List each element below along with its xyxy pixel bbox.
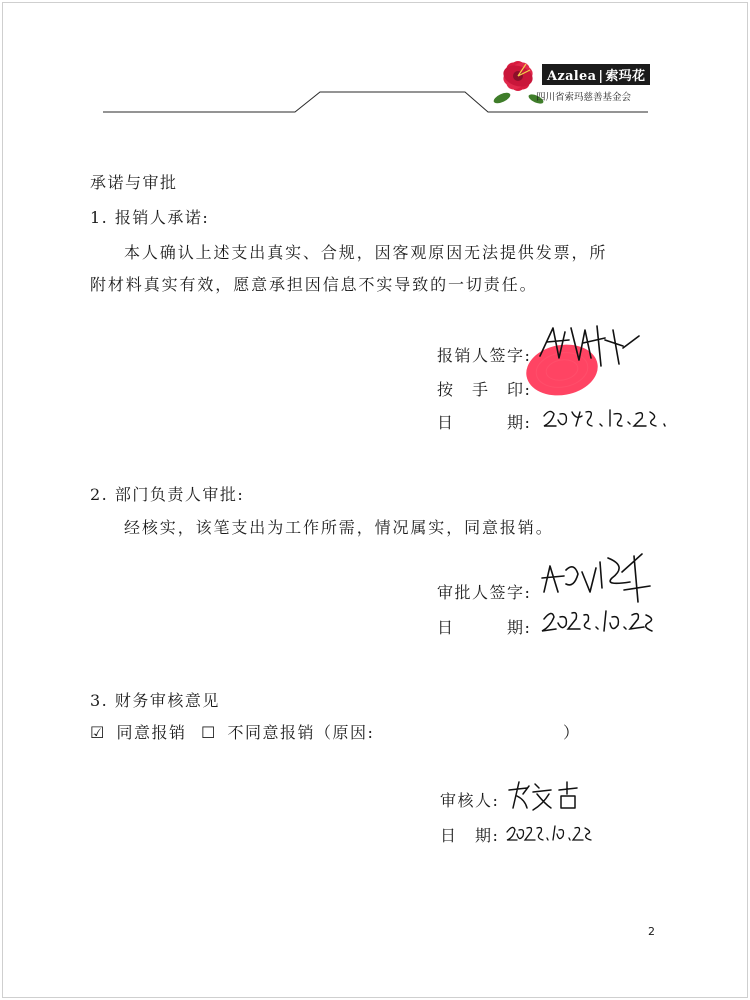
department-heading: 2. 部门负责人审批: (90, 485, 245, 504)
section-title: 承诺与审批 (90, 173, 178, 192)
reviewer-signature (505, 778, 585, 814)
foundation-logo (490, 50, 660, 112)
reviewer-handwritten-date (505, 820, 595, 846)
claimant-date-label: 日 期: (437, 413, 532, 432)
reviewer-date-label: 日 期: (440, 826, 500, 845)
agree-checkbox[interactable]: ☑ (90, 723, 106, 742)
claimant-handwritten-date (540, 404, 670, 434)
page-number: 2 (648, 925, 655, 938)
disagree-reason-close: ） (563, 723, 581, 742)
approver-signature (538, 548, 658, 608)
finance-heading: 3. 财务审核意见 (90, 691, 220, 710)
claimant-sign-label: 报销人签字: (437, 346, 532, 365)
department-paragraph: 经核实，该笔支出为工作所需，情况属实，同意报销。 (124, 518, 554, 537)
reviewer-label: 审核人: (440, 791, 500, 810)
claimant-paragraph-line1: 本人确认上述支出真实、合规，因客观原因无法提供发票，所 (124, 243, 608, 262)
disagree-checkbox[interactable]: ☐ (201, 723, 217, 742)
agree-option-label: 同意报销 (116, 723, 187, 742)
logo-wordmark: Azalea | 索玛花 (542, 64, 650, 85)
logo-org-name: 四川省索玛慈善基金会 (536, 92, 632, 103)
claimant-heading: 1. 报销人承诺: (90, 208, 210, 227)
approver-sign-label: 审批人签字: (437, 583, 532, 602)
approver-handwritten-date (540, 605, 660, 637)
claimant-signature (535, 318, 645, 373)
claimant-paragraph-line2: 附材料真实有效，愿意承担因信息不实导致的一切责任。 (90, 275, 538, 294)
logo-cn: 索玛花 (605, 69, 646, 84)
logo-en: Azalea (547, 69, 597, 84)
approver-date-label: 日 期: (437, 618, 532, 637)
thumbprint-label: 按 手 印: (437, 380, 532, 399)
disagree-option-label: 不同意报销（原因: (227, 723, 375, 742)
finance-options-row (90, 720, 374, 743)
